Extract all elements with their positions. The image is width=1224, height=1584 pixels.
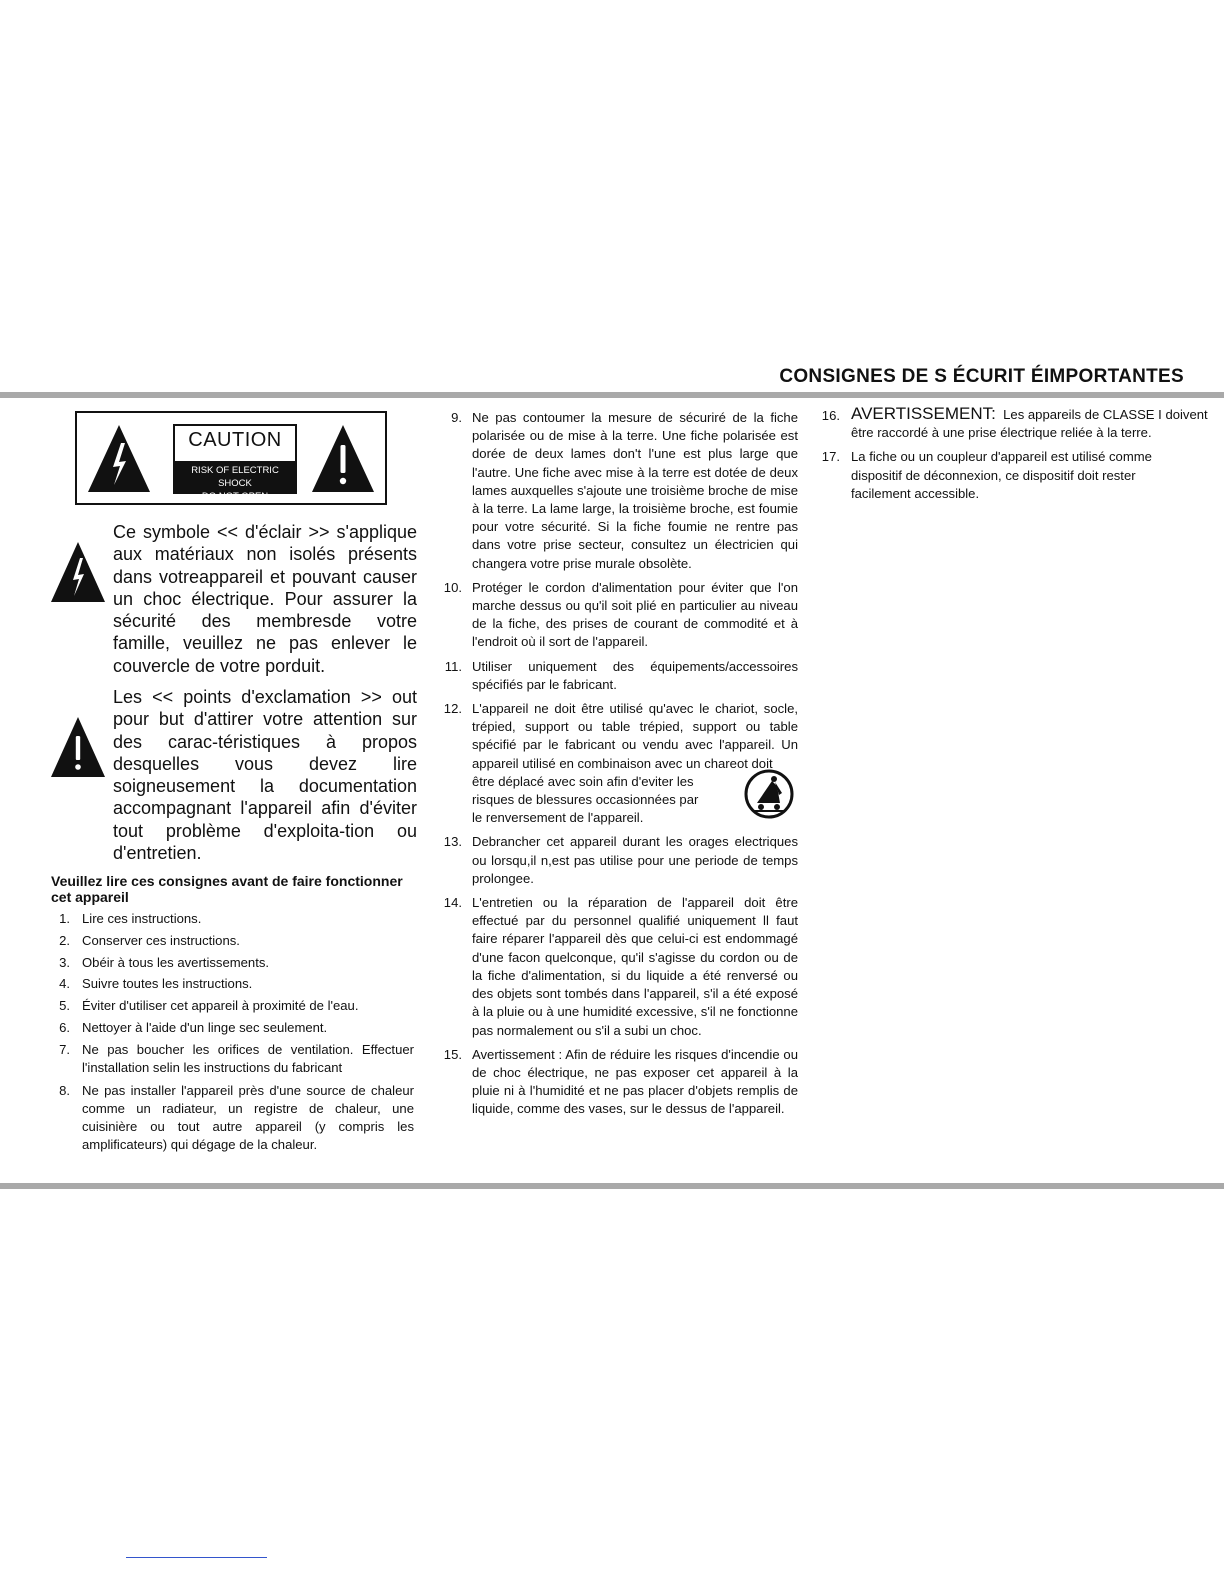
list-item [440, 894, 798, 1040]
caution-line-1: RISK OF ELECTRIC SHOCK [191, 465, 279, 489]
list-item [52, 975, 414, 993]
item-number: 3. [59, 955, 70, 971]
item-text: Nettoyer à l'aide d'un linge sec seulement. [82, 1020, 328, 1036]
caution-line-2: DO NOT OPEN [201, 491, 269, 502]
item-text: Éviter d'utiliser cet appareil à proximité de l'eau. [82, 997, 359, 1013]
item-text-line: être raccordé à une prise électrique reliée à la terre. [851, 425, 1152, 441]
item-text: Lire ces instructions. [82, 911, 202, 926]
item-number: 7. [59, 1042, 70, 1058]
item-text-line: La fiche ou un coupleur d'appareil est utilisé comme [851, 449, 1152, 465]
item-text-line: risques de blessures occasionnées par [472, 792, 699, 808]
caution-word: CAUTION [188, 429, 282, 451]
item-text: Utiliser uniquement des équipements/accessoires spécifiés par le fabricant. [472, 658, 798, 692]
list-item [52, 954, 414, 972]
list-item [440, 833, 798, 888]
item-text-line: être déplacé avec soin afin d'eviter les [472, 773, 694, 789]
bottom-divider [0, 1183, 1224, 1189]
item-number: 13. [443, 834, 462, 850]
caution-plate [173, 424, 297, 502]
list-item [440, 1046, 798, 1119]
list-item [52, 1082, 414, 1155]
item-number: 9. [451, 410, 462, 425]
page-title: CONSIGNES DE S ÉCURIT ÉIMPORTANTES [779, 366, 1184, 387]
instructions-list-3 [818, 405, 1224, 503]
item-number: 14. [443, 895, 462, 911]
top-divider [0, 392, 1224, 398]
item-text: L'appareil ne doit être utilisé qu'avec le chariot, socle, trépied, support ou table trépied, support ou table spécifié par le fabricant ou vendu avec l'appareil. Un appareil utilisé en combinaison avec un chareot doit [472, 701, 798, 771]
item-text: Protéger le cordon d'alimentation pour éviter que l'on marche dessus ou qu'il soit plié en particulier au niveau de la fiche, des prises de courant de commodité et à l'endroit où il sort de l'appareil. [472, 579, 798, 650]
cart-tip-over-warning-icon [744, 769, 794, 819]
item-number: 2. [59, 933, 70, 949]
item-text-line: Les appareils de CLASSE I doivent [1003, 407, 1208, 422]
list-item [52, 1019, 414, 1037]
instructions-list-2 [440, 409, 798, 1119]
item-number: 5. [59, 997, 70, 1013]
list-item [52, 997, 414, 1015]
item-number: 12. [443, 701, 462, 717]
caution-label-box [75, 411, 387, 505]
item-number: 4. [59, 975, 70, 991]
list-item [440, 700, 798, 827]
item-text: Avertissement : Afin de réduire les risques d'incendie ou de choc électrique, ne pas exposer cet appareil à la pluie ni à l'humidité et ne pas placer d'objets remplis de liquide, comme des vases, sur le dessus de l'appareil. [472, 1046, 798, 1117]
item-text: Debrancher cet appareil durant les orages electriques ou lorsqu,il n,est pas utilise pour une periode de temps prolongee. [472, 834, 798, 886]
warning-lead: AVERTISSEMENT: [851, 405, 996, 423]
lightning-warning-icon [50, 541, 106, 603]
list-item [52, 1041, 414, 1077]
list-item [52, 910, 414, 928]
item-number: 16. [821, 408, 840, 423]
list-item [52, 932, 414, 950]
item-number: 6. [59, 1020, 70, 1036]
exclamation-warning-icon [311, 423, 375, 493]
item-text-line: dispositif de déconnexion, ce dispositif doit rester [851, 467, 1136, 483]
list-item [440, 658, 798, 694]
item-number: 1. [59, 911, 70, 926]
item-text: Ne pas contoumer la mesure de sécuriré de la fiche polarisée ou de mise à la terre. Une fiche polarisée est dorée de deux lames don't l'une est plus large que l'autre. Une fiche avec mise à la terre est dotée de deux lames auxquelles s'ajoute une troisième broche de mise à la terre. La lame large, la troisième broche, est foumie pour votre sécurité. Si la fiche foumie ne rentre pas dans votre prise secteur, consultez un électricien qui changera votre prise murale obsolète. [472, 410, 798, 571]
item-text: Suivre toutes les instructions. [82, 975, 253, 991]
list-item [440, 409, 798, 573]
item-number: 17. [821, 449, 840, 465]
item-number: 11. [444, 658, 462, 674]
item-text: L'entretien ou la réparation de l'appareil doit être effectué par du personnel qualifié uniquement ll faut faire réparer l'appareil dès que celui-ci est endommagé d'une facon quelconque, qu'il s'agisse du cordon ou de la fiche d'alimentation, si du liquide a été renversé ou des objets sont tombés dans l'appareil, s'il a été exposé à la pluie ou à une humidité excessive, s'il ne fonctionne pas normalement ou s'il a subi un choc. [472, 895, 798, 1038]
exclamation-symbol-text: Les << points d'exclamation >> out pour but d'attirer votre attention sur des carac-téristiques à propos desquelles vous devez lire soigneusement la documentation accompagnant l'appareil afin d'éviter tout problème d'exploita-tion ou d'entretien. [113, 687, 417, 864]
list-item [818, 448, 1224, 503]
footer-underline [126, 1557, 267, 1558]
list-item [440, 579, 798, 652]
item-text-line: le renversement de l'appareil. [472, 810, 644, 826]
read-instructions-heading: Veuillez lire ces consignes avant de faire fonctionner cet appareil [51, 873, 403, 905]
lightning-symbol-text: Ce symbole << d'éclair >> s'applique aux matériaux non isolés présents dans votreappareil et pouvant causer un choc électrique. Pour assurer la sécurité des membresde votre famille, veuillez ne pas enlever le couvercle de votre porduit. [113, 522, 417, 676]
item-number: 8. [59, 1082, 70, 1098]
caution-subtext [174, 461, 296, 502]
item-text: Conserver ces instructions. [82, 933, 240, 949]
item-number: 15. [443, 1046, 462, 1062]
exclamation-warning-icon [50, 716, 106, 778]
list-item [818, 405, 1224, 442]
item-text: Obéir à tous les avertissements. [82, 955, 270, 971]
lightning-warning-icon [87, 423, 151, 493]
item-text: Ne pas installer l'appareil près d'une source de chaleur comme un radiateur, un registre de chaleur, une cuisinière ou tout autre appareil (y compris les amplificateurs) qui dégage de la chaleur. [82, 1082, 414, 1153]
instructions-list-1 [52, 910, 414, 1154]
item-number: 10. [443, 579, 462, 595]
item-text-line: facilement accessible. [851, 485, 980, 501]
item-text: Ne pas boucher les orifices de ventilation. Effectuer l'installation selin les instructions du fabricant [82, 1042, 414, 1076]
